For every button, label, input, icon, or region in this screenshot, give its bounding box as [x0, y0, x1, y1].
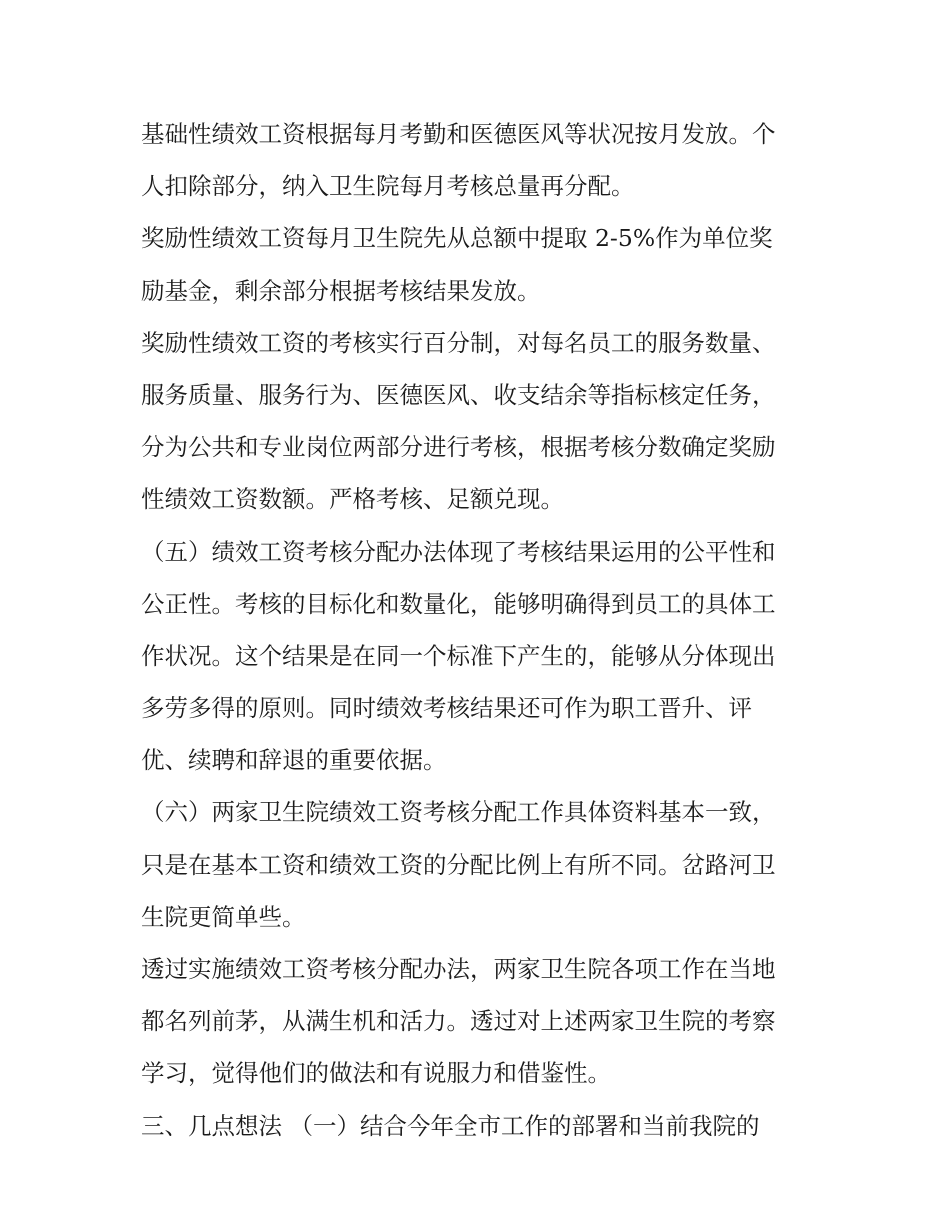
text-line: （五）绩效工资考核分配办法体现了考核结果运用的公平性和	[141, 537, 776, 566]
text-line: 优、续聘和辞退的重要依据。	[141, 746, 447, 775]
text-line: 都名列前茅，从满生机和活力。透过对上述两家卫生院的考察	[141, 1007, 776, 1036]
text-line: 三、几点想法 （一）结合今年全市工作的部署和当前我院的	[141, 1111, 760, 1140]
text-line: 奖励性绩效工资每月卫生院先从总额中提取 2-5%作为单位奖	[141, 224, 773, 253]
text-line: 性绩效工资数额。严格考核、足额兑现。	[141, 485, 564, 514]
text-line: 励基金，剩余部分根据考核结果发放。	[141, 276, 541, 305]
text-line: 分为公共和专业岗位两部分进行考核，根据考核分数确定奖励	[141, 433, 776, 462]
text-line: 基础性绩效工资根据每月考勤和医德医风等状况按月发放。个	[141, 120, 776, 148]
text-line: 作状况。这个结果是在同一个标准下产生的，能够从分体现出	[141, 641, 776, 670]
text-line: 生院更简单些。	[141, 902, 306, 931]
document-body	[141, 108, 821, 1152]
text-line: 服务质量、服务行为、医德医风、收支结余等指标核定任务，	[141, 380, 776, 409]
text-line: 只是在基本工资和绩效工资的分配比例上有所不同。岔路河卫	[141, 850, 776, 879]
text-line: 人扣除部分，纳入卫生院每月考核总量再分配。	[141, 172, 635, 201]
text-line: 学习，觉得他们的做法和有说服力和借鉴性。	[141, 1059, 611, 1088]
text-line: 透过实施绩效工资考核分配办法，两家卫生院各项工作在当地	[141, 955, 776, 983]
text-line: 奖励性绩效工资的考核实行百分制，对每名员工的服务数量、	[141, 328, 776, 357]
text-line: （六）两家卫生院绩效工资考核分配工作具体资料基本一致，	[141, 798, 776, 827]
text-line: 多劳多得的原则。同时绩效考核结果还可作为职工晋升、评	[141, 694, 752, 723]
text-line: 公正性。考核的目标化和数量化，能够明确得到员工的具体工	[141, 589, 776, 618]
